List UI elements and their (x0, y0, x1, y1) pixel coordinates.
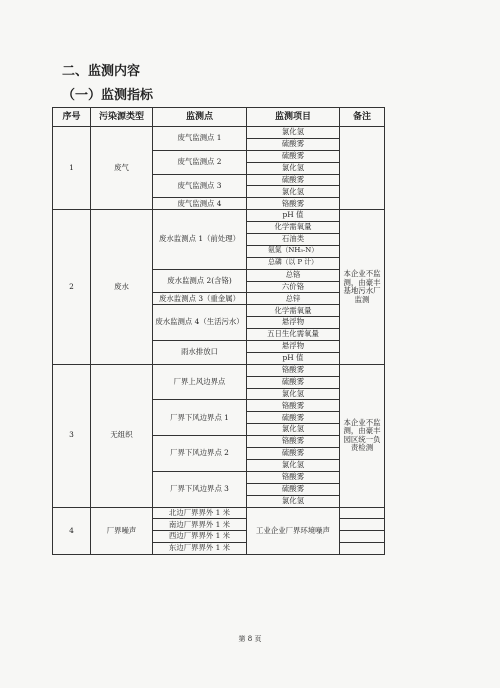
row-no: 1 (53, 127, 91, 210)
monitoring-item: 铬酸雾 (247, 471, 340, 483)
header-point: 监测点 (153, 108, 247, 127)
monitoring-item: 五日生化需氧量 (247, 329, 340, 341)
monitoring-point: 废水监测点 2(含铬) (153, 269, 247, 293)
monitoring-point: 东边厂界界外 1 米 (153, 543, 247, 555)
monitoring-item: 硫酸雾 (247, 150, 340, 162)
row-no: 3 (53, 364, 91, 507)
monitoring-item: 硫酸雾 (247, 138, 340, 150)
header-item: 监测项目 (247, 108, 340, 127)
monitoring-item: 硫酸雾 (247, 412, 340, 424)
monitoring-item: 石油类 (247, 234, 340, 246)
table-row (53, 127, 385, 139)
monitoring-item: 铬酸雾 (247, 400, 340, 412)
table-row (53, 210, 385, 222)
remark-cell: 本企业不监测，由豪丰园区统一负责检测 (340, 364, 385, 507)
remark-cell (340, 507, 385, 519)
monitoring-item: 氯化氢 (247, 495, 340, 507)
monitoring-item: 铬酸雾 (247, 364, 340, 376)
remark-cell: 本企业不监测，由豪丰基地污水厂监测 (340, 210, 385, 365)
monitoring-item: 氯化氢 (247, 424, 340, 436)
monitoring-item: 硫酸雾 (247, 483, 340, 495)
monitoring-item: 六价铬 (247, 281, 340, 293)
monitoring-item: 氯化氢 (247, 459, 340, 471)
remark-cell (340, 543, 385, 555)
monitoring-item: 硫酸雾 (247, 174, 340, 186)
monitoring-item: pH 值 (247, 352, 340, 364)
monitoring-item: 硫酸雾 (247, 376, 340, 388)
monitoring-point: 厂界下风边界点 1 (153, 400, 247, 436)
remark-cell (340, 519, 385, 531)
monitoring-item: 氯化氢 (247, 162, 340, 174)
monitoring-item: 氯化氢 (247, 388, 340, 400)
subsection-heading: （一）监测指标 (62, 88, 154, 103)
source-type: 废气 (91, 127, 153, 210)
remark-cell (340, 531, 385, 543)
monitoring-table (52, 107, 385, 555)
monitoring-point: 南边厂界界外 1 米 (153, 519, 247, 531)
monitoring-item: 氯化氢 (247, 186, 340, 198)
monitoring-item: 化学需氧量 (247, 222, 340, 234)
source-type: 厂界噪声 (91, 507, 153, 555)
monitoring-item: 悬浮物 (247, 317, 340, 329)
table-row (53, 364, 385, 376)
row-no: 4 (53, 507, 91, 555)
page-number: 第 8 页 (238, 635, 262, 643)
header-remark: 备注 (340, 108, 385, 127)
monitoring-item: 氯化氢 (247, 127, 340, 139)
monitoring-point: 废气监测点 3 (153, 174, 247, 198)
monitoring-item: 总铬 (247, 269, 340, 281)
monitoring-point: 废气监测点 4 (153, 198, 247, 210)
monitoring-item: 铬酸雾 (247, 436, 340, 448)
monitoring-point: 雨水排放口 (153, 341, 247, 365)
monitoring-item: 氨氮（NH₃-N） (247, 245, 340, 257)
row-no: 2 (53, 210, 91, 365)
monitoring-point: 厂界上风边界点 (153, 364, 247, 400)
table-row (53, 507, 385, 519)
section-heading: 二、监测内容 (62, 64, 141, 79)
monitoring-point: 废气监测点 1 (153, 127, 247, 151)
monitoring-point: 废水监测点 4（生活污水） (153, 305, 247, 341)
remark-cell (340, 127, 385, 210)
monitoring-item: 硫酸雾 (247, 448, 340, 460)
monitoring-item: 工业企业厂界环境噪声 (247, 507, 340, 555)
monitoring-point: 厂界下风边界点 2 (153, 436, 247, 472)
monitoring-item: 总磷（以 P 计） (247, 257, 340, 269)
header-type: 污染源类型 (91, 108, 153, 127)
monitoring-item: 总锌 (247, 293, 340, 305)
monitoring-item: 铬酸雾 (247, 198, 340, 210)
header-no: 序号 (53, 108, 91, 127)
monitoring-point: 废水监测点 1（前处理） (153, 210, 247, 269)
monitoring-point: 西边厂界界外 1 米 (153, 531, 247, 543)
table-header-row (53, 108, 385, 127)
monitoring-item: pH 值 (247, 210, 340, 222)
source-type: 废水 (91, 210, 153, 365)
monitoring-item: 化学需氧量 (247, 305, 340, 317)
monitoring-point: 废气监测点 2 (153, 150, 247, 174)
monitoring-point: 北边厂界界外 1 米 (153, 507, 247, 519)
monitoring-point: 厂界下风边界点 3 (153, 471, 247, 507)
source-type: 无组织 (91, 364, 153, 507)
monitoring-item: 悬浮物 (247, 341, 340, 353)
monitoring-point: 废水监测点 3（重金属） (153, 293, 247, 305)
